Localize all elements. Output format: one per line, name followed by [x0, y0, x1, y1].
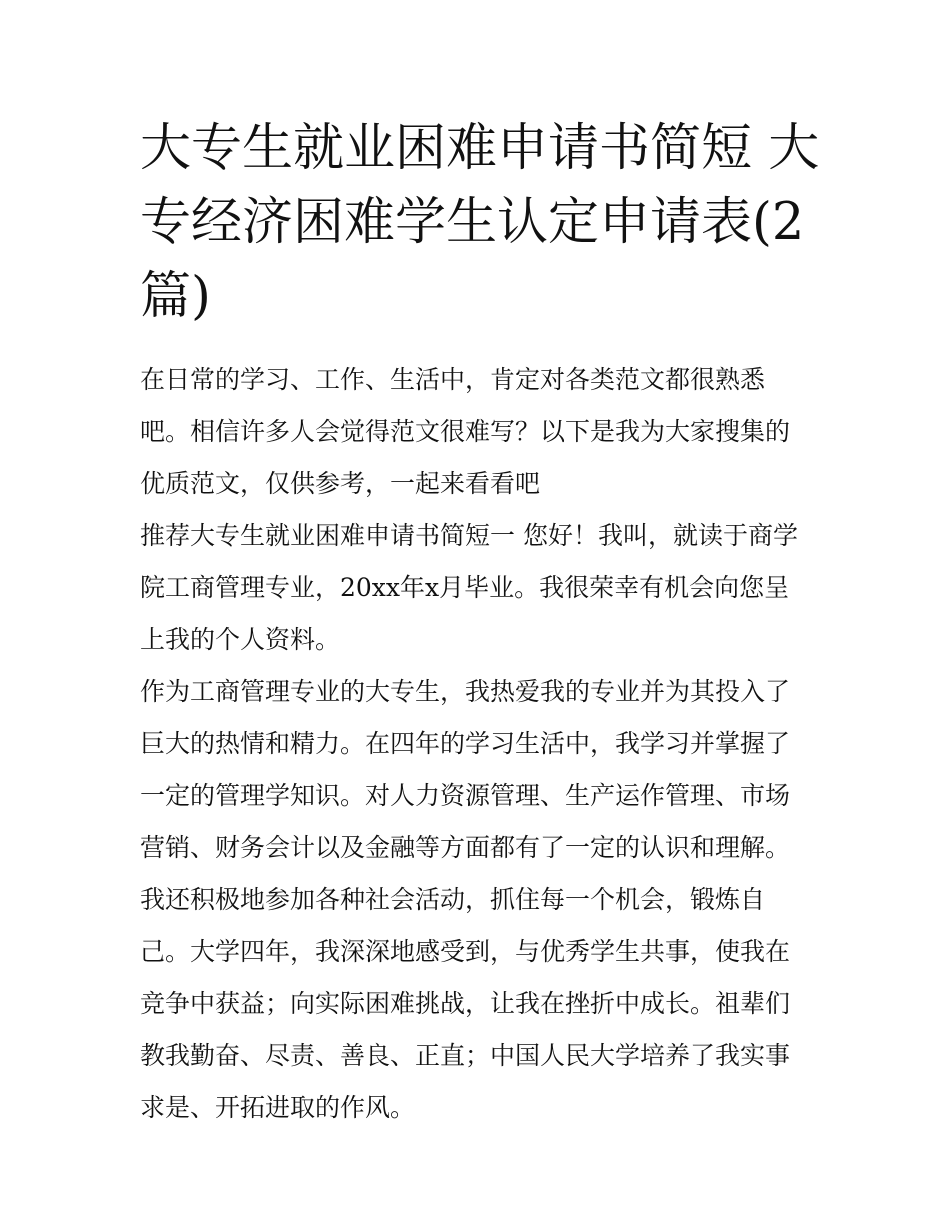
document-body	[140, 354, 812, 1134]
paragraph-intro: 在日常的学习、工作、生活中，肯定对各类范文都很熟悉吧。相信许多人会觉得范文很难写？以下是我为大家搜集的优质范文，仅供参考，一起来看看吧	[140, 365, 791, 498]
paragraph-greeting: 推荐大专生就业困难申请书简短一 您好！我叫，就读于商学院工商管理专业，20xx年x月毕业。我很荣幸有机会向您呈上我的个人资料。	[140, 521, 798, 654]
paragraph-major: 作为工商管理专业的大专生，我热爱我的专业并为其投入了巨大的热情和精力。在四年的学习生活中，我学习并掌握了一定的管理学知识。对人力资源管理、生产运作管理、市场营销、财务会计以及金融等方面都有了一定的认识和理解。	[140, 677, 791, 862]
document-title: 大专生就业困难申请书简短 大专经济困难学生认定申请表(2篇)	[140, 119, 820, 326]
paragraph-activities: 我还积极地参加各种社会活动，抓住每一个机会，锻炼自己。大学四年，我深深地感受到，与优秀学生共事，使我在竞争中获益；向实际困难挑战，让我在挫折中成长。祖辈们教我勤奋、尽责、善良、正直；中国人民大学培养了我实事求是、开拓进取的作风。	[140, 885, 791, 1122]
